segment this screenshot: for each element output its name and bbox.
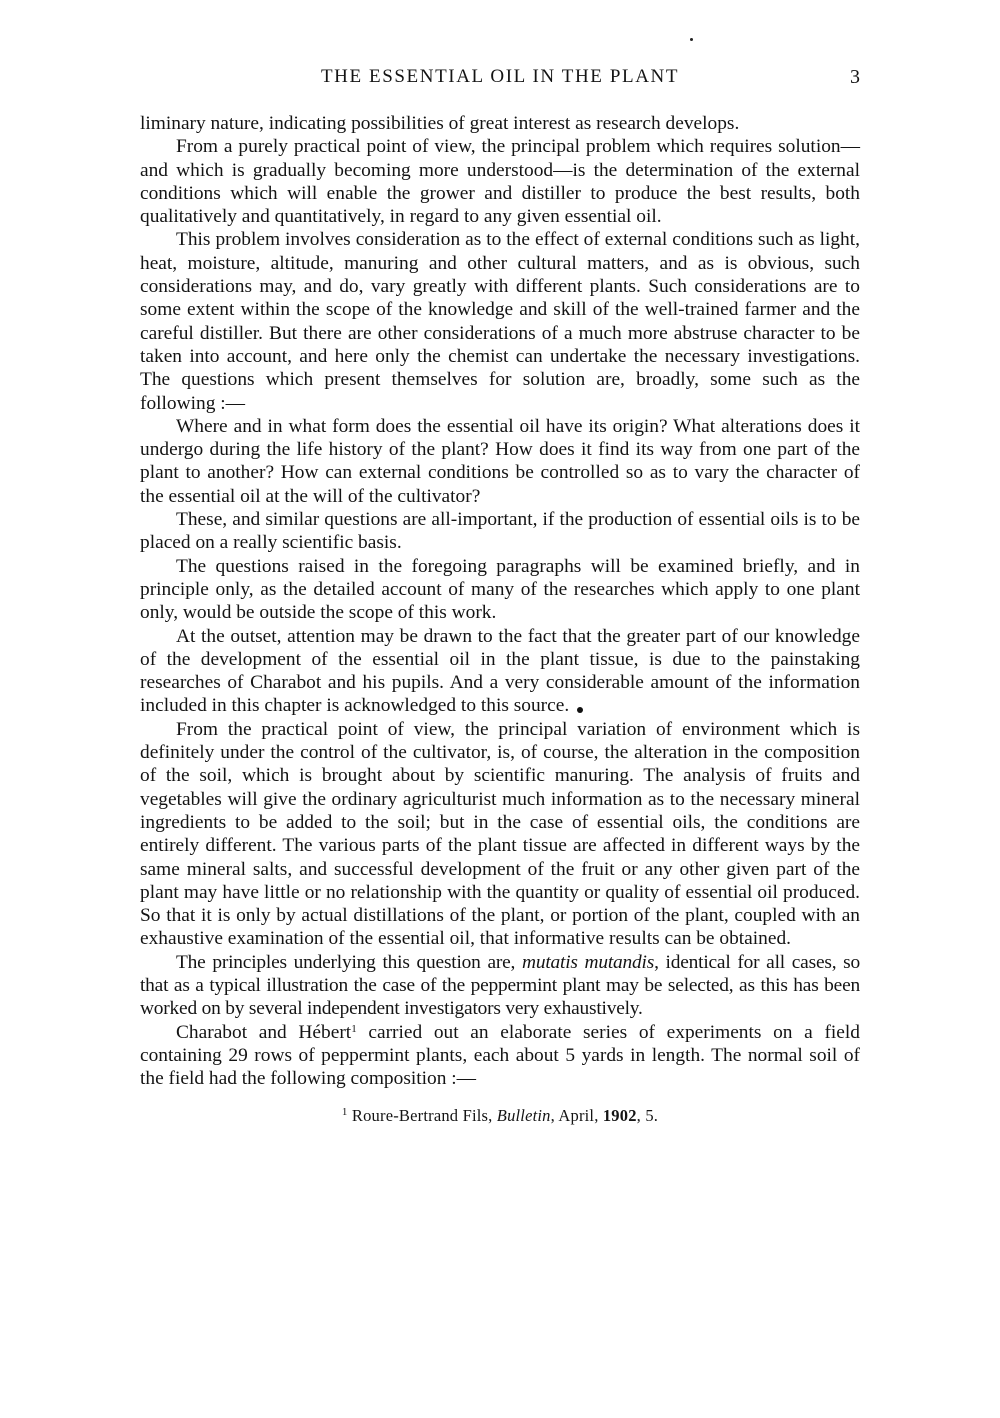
footnote-text-middle: , April, <box>550 1106 603 1126</box>
footnote-reference: 1 <box>351 1022 357 1035</box>
paragraph-5: These, and similar questions are all-important, if the production of essential oils is to be placed on a really scientific basis. <box>140 509 860 554</box>
page-number: 3 <box>850 66 860 88</box>
footnote-text-start: Roure-Bertrand Fils, <box>347 1106 497 1126</box>
paragraph-10-start: Charabot and Hébert <box>176 1021 352 1043</box>
paragraph-10-end: carried out an elaborate series of experiments on a field containing 29 rows of peppermint plants, each about 5 yards in length. The normal soil of the field had the following composition :— <box>140 1021 860 1090</box>
paragraph-6: The questions raised in the foregoing paragraphs will be examined briefly, and in principle only, as the detailed account of many of the researches which apply to one plant only, would be outside the scope of this work. <box>140 555 860 624</box>
footnote <box>140 1106 860 1126</box>
print-speck <box>690 38 693 41</box>
paragraph-9-end: , identical for all cases, so that as a typical illustration the case of the peppermint plant may be selected, as this has been worked on by several independent investigators very exhaustively. <box>140 951 861 1020</box>
footnote-year: 1902 <box>602 1106 637 1126</box>
paragraph-7-text: At the outset, attention may be drawn to the fact that the greater part of our knowledge of the development of the essential oil in the plant tissue, is due to the painstaking researches of Charabot and his pupils. And a very considerable amount of the information included in this chapter is acknowledged to this source. <box>140 625 860 717</box>
paragraph-9 <box>140 951 860 1021</box>
paragraph-9-start: The principles underlying this question are, <box>176 951 523 973</box>
paragraph-9-italic: mutatis mutandis <box>522 951 655 973</box>
footnote-text-end: , 5. <box>636 1106 659 1126</box>
running-header <box>140 62 860 92</box>
paragraph-7 <box>140 625 860 718</box>
paragraph-1: liminary nature, indicating possibilities of great interest as research develops. <box>140 113 740 134</box>
book-page <box>140 62 860 1126</box>
paragraph-3: This problem involves consideration as to the effect of external conditions such as light, heat, moisture, altitude, manuring and other cultural matters, and as is obvious, such considerations may, and do, vary greatly with different plants. Such considerations are to some extent within the scope of the knowledge and skill of the well-trained farmer and the careful distiller. But there are other considerations of a much more abstruse character to be taken into account, and here only the chemist can undertake the necessary investigations. The questions which present themselves for solution are, broadly, some such as the following :— <box>140 229 860 414</box>
body-text <box>140 112 860 1090</box>
footnote-mark: 1 <box>341 1106 348 1119</box>
paragraph-4: Where and in what form does the essential oil have its origin? What alterations does it undergo during the life history of the plant? How does it find its way from one part of the plant to another? How can external conditions be controlled so as to vary the character of the essential oil at the will of the cultivator? <box>140 415 860 507</box>
paragraph-10 <box>140 1021 860 1091</box>
paragraph-2: From a purely practical point of view, the principal problem which requires solution—and which is gradually becoming more understood—is the determination of the external conditions which will enable the grower and distiller to produce the best results, both qualitatively and quantitatively, in regard to any given essential oil. <box>140 136 860 228</box>
footnote-journal: Bulletin <box>496 1106 551 1126</box>
running-title: THE ESSENTIAL OIL IN THE PLANT <box>320 66 680 87</box>
paragraph-8: From the practical point of view, the principal variation of environment which is definitely under the control of the cultivator, is, of course, the alteration in the composition of the soil, which is brought about by scientific manuring. The analysis of fruits and vegetables will give the ordinary agriculturist much information as to the necessary mineral ingredients to be added to the soil; but in the case of essential oils, the conditions are entirely different. The various parts of the plant tissue are affected in different ways by the same mineral salts, and successful development of the fruit or any other given part of the plant may have little or no relationship with the quantity or quality of essential oil produced. So that it is only by actual distillations of the plant, or portion of the plant, coupled with an exhaustive examination of the essential oil, that informative results can be obtained. <box>140 718 860 950</box>
ink-dot <box>577 707 583 713</box>
